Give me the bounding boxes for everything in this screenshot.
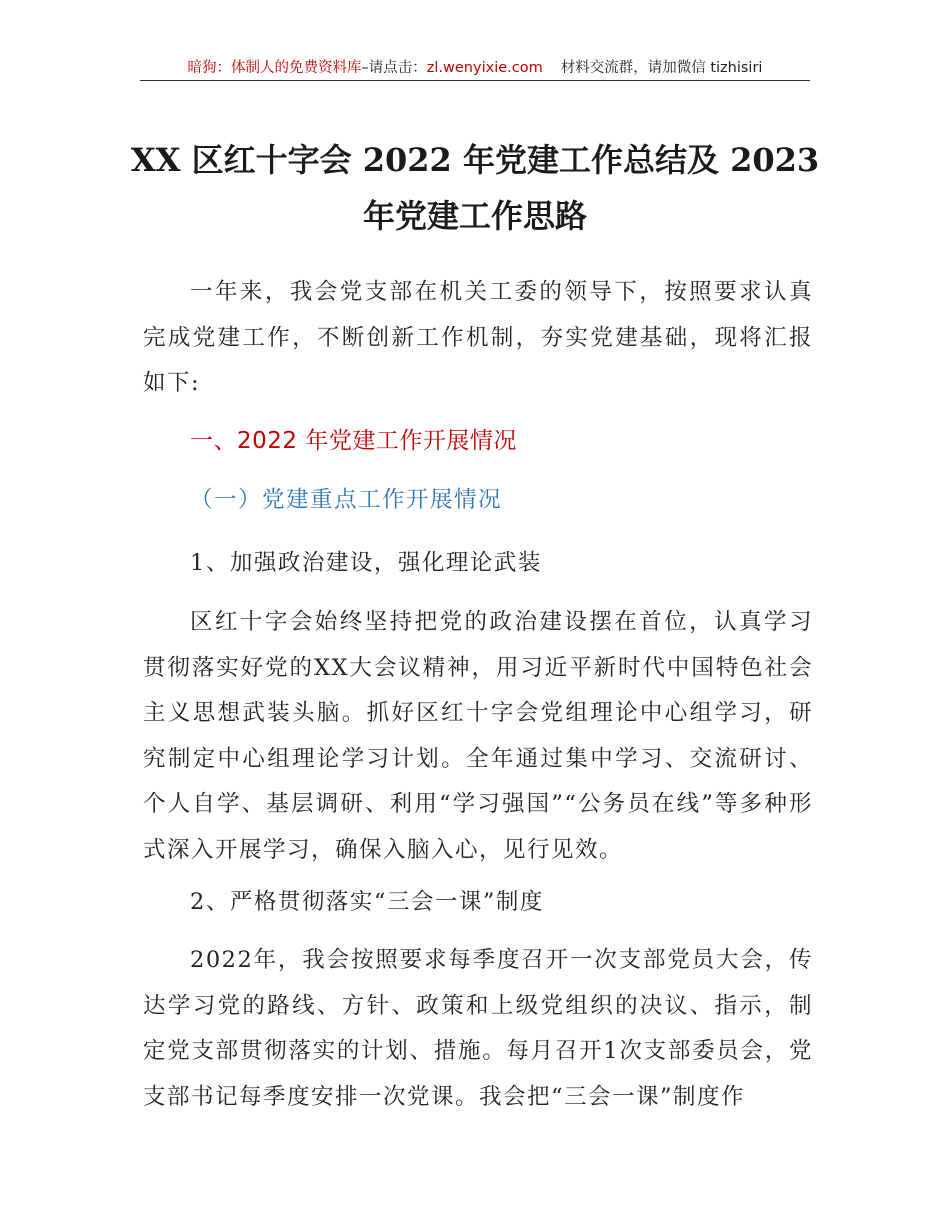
document-title [130,132,820,244]
header-group-note: 材料交流群，请加微信 tizhisiri [560,60,763,76]
intro-paragraph: 一年来，我会党支部在机关工委的领导下，按照要求认真完成党建工作，不断创新工作机制，夯实党建基础，现将汇报如下: [143,279,813,396]
title-line-2: 年党建工作思路 [362,197,587,235]
item-1-paragraph: 区红十字会始终坚持把党的政治建设摆在首位，认真学习贯彻落实好党的XX大会议精神，用习近平新时代中国特色社会主义思想武装头脑。抓好区红十字会党组理论中心组学习，研究制定中心组理论学习计划。全年通过集中学习、交流研讨、个人自学、基层调研、利用“学习强国”“公务员在线”等多种形式深入开展学习，确保入脑入心，见行见效。 [143,609,813,863]
header-url-link[interactable]: zl.wenyixie.com [426,60,543,76]
item-heading-2: 2、严格贯彻落实“三会一课”制度 [190,889,544,915]
item-2-paragraph: 2022年，我会按照要求每季度召开一次支部党员大会，传达学习党的路线、方针、政策和上级党组织的决议、指示，制定党支部贯彻落实的计划、措施。每月召开1次支部委员会，党支部书记每季度安排一次党课。我会把“三会一课”制度作 [143,947,813,1110]
header-click-prompt: –请点击： [361,60,427,76]
subsection-heading-1: （一）党建重点工作开展情况 [190,487,503,513]
title-line-1: XX 区红十字会 2022 年党建工作总结及 2023 [130,141,820,179]
item-heading-1: 1、加强政治建设，强化理论武装 [190,550,542,576]
header-site-label: 暗狗：体制人的免费资料库 [187,60,362,76]
section-heading-1: 一、2022 年党建工作开展情况 [190,428,517,454]
page-header [140,58,810,81]
